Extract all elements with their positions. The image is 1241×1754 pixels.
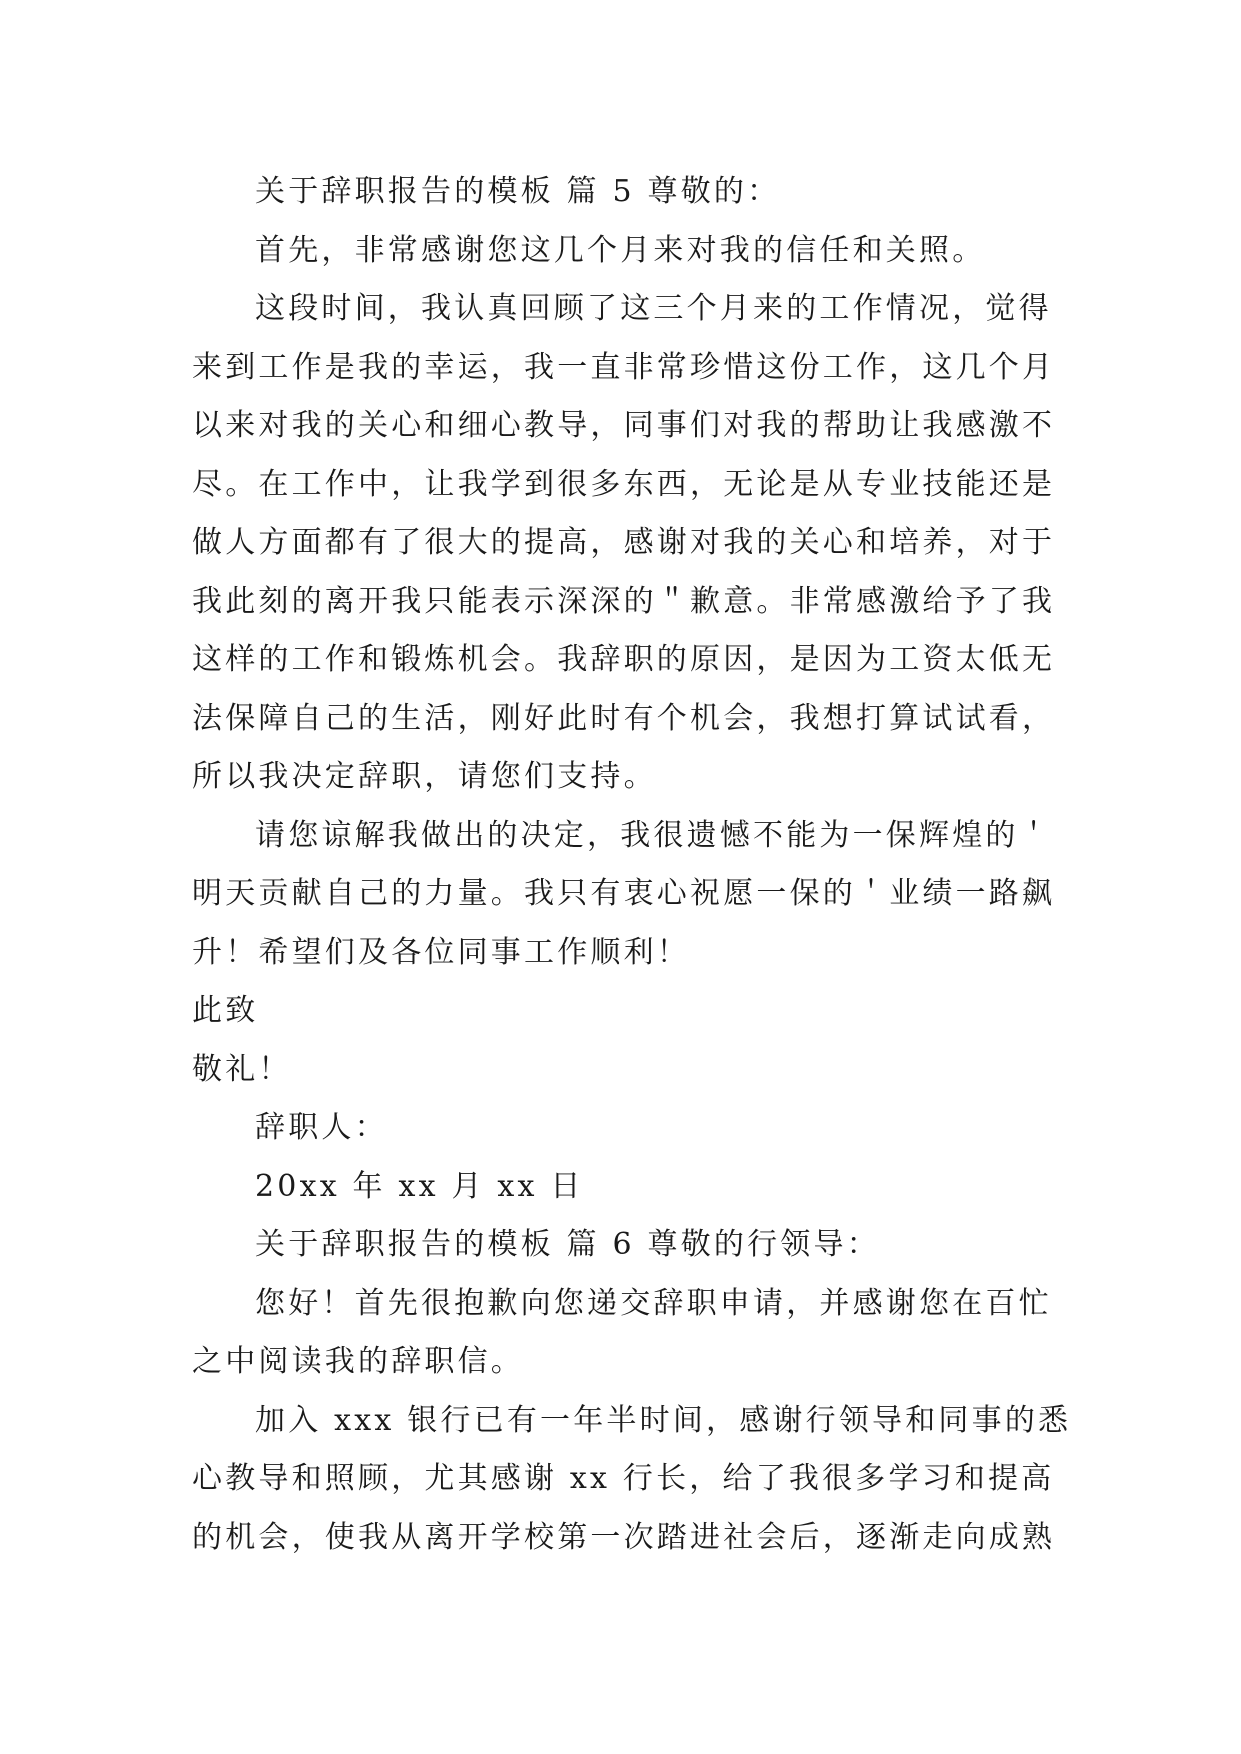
text-line: 此致: [192, 993, 259, 1028]
text-line: 做人方面都有了很大的提高，感谢对我的关心和培养，对于: [192, 525, 1056, 560]
text-line: 辞职人：: [255, 1110, 388, 1145]
text-line: 所以我决定辞职，请您们支持。: [192, 759, 657, 794]
text-line: 升！希望们及各位同事工作顺利！: [192, 934, 690, 970]
text-line: 的机会，使我从离开学校第一次踏进社会后，逐渐走向成熟: [192, 1519, 1056, 1555]
text-line: 您好！首先很抱歉向您递交辞职申请，并感谢您在百忙: [255, 1285, 1052, 1321]
text-line: 尽。在工作中，让我学到很多东西，无论是从专业技能还是: [192, 466, 1056, 502]
text-line: 敬礼！: [192, 1051, 292, 1087]
text-line: 加入 xxx 银行已有一年半时间，感谢行领导和同事的悉: [255, 1402, 1072, 1438]
text-line: 首先，非常感谢您这几个月来对我的信任和关照。: [255, 232, 986, 268]
document-body: [192, 163, 1072, 1567]
text-line: 这样的工作和锻炼机会。我辞职的原因，是因为工资太低无: [192, 642, 1056, 677]
text-line: 我此刻的离开我只能表示深深的＂歉意。非常感激给予了我: [192, 583, 1056, 619]
text-line: 以来对我的关心和细心教导，同事们对我的帮助让我感激不: [192, 408, 1056, 443]
text-line: 来到工作是我的幸运，我一直非常珍惜这份工作，这几个月: [192, 349, 1056, 385]
text-line: 20xx 年 xx 月 xx 日: [255, 1168, 584, 1204]
text-line: 法保障自己的生活，刚好此时有个机会，我想打算试试看，: [192, 700, 1056, 736]
text-line: 关于辞职报告的模板 篇 6 尊敬的行领导：: [255, 1227, 880, 1262]
text-line: 之中阅读我的辞职信。: [192, 1344, 524, 1379]
text-line: 心教导和照顾，尤其感谢 xx 行长，给了我很多学习和提高: [192, 1461, 1055, 1496]
text-line: 这段时间，我认真回顾了这三个月来的工作情况，觉得: [255, 291, 1052, 326]
text-line: 明天贡献自己的力量。我只有衷心祝愿一保的＇业绩一路飙: [192, 876, 1056, 911]
text-line: 关于辞职报告的模板 篇 5 尊敬的：: [255, 174, 781, 209]
text-line: 请您谅解我做出的决定，我很遗憾不能为一保辉煌的＇: [255, 817, 1052, 853]
